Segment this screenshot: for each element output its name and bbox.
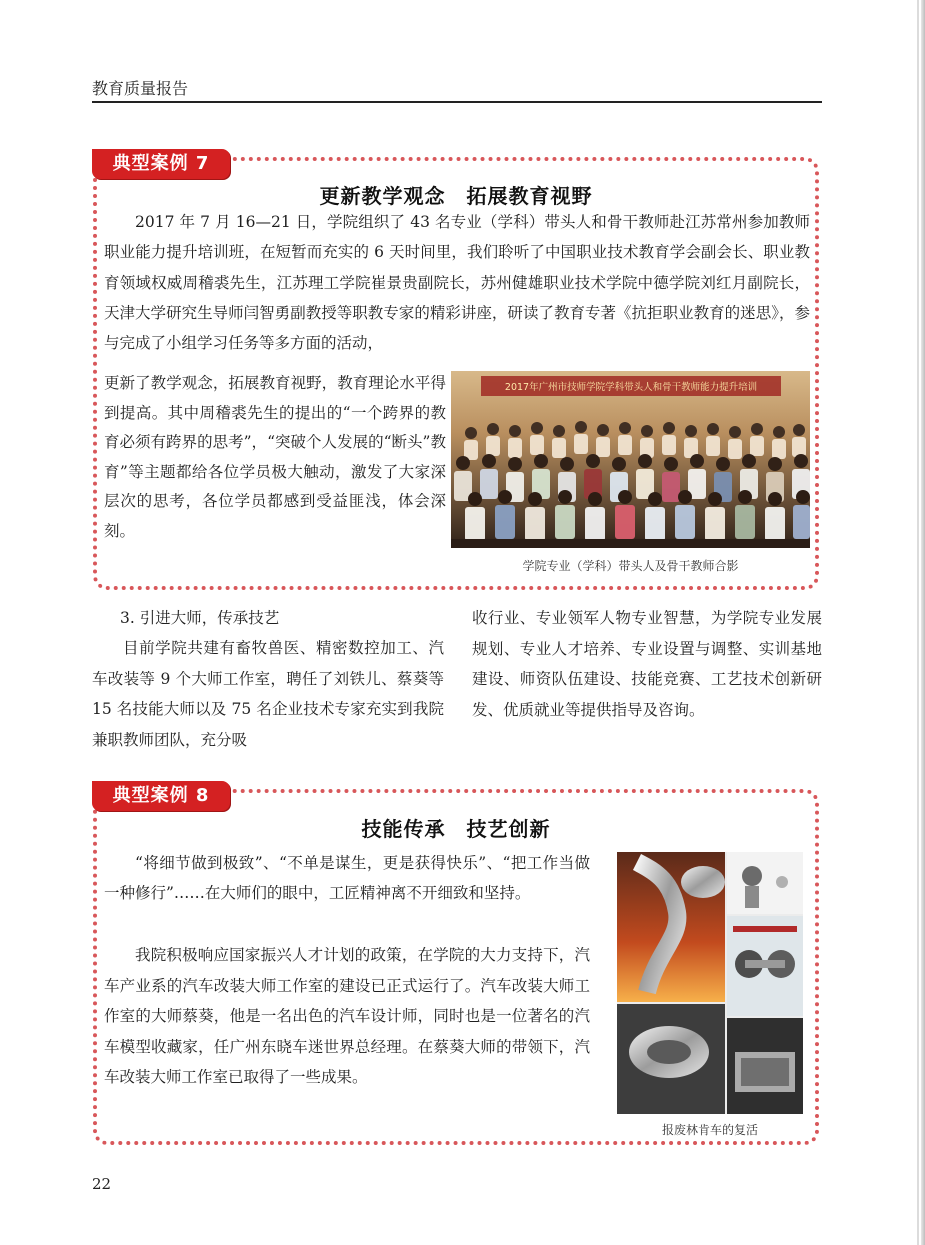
case-7-paragraph-full: 2017 年 7 月 16—21 日，学院组织了 43 名专业（学科）带头人和骨干教师赴江苏常州参加教师职业能力提升培训班，在短暂而充实的 6 天时间里，我们聆听了中国职业技术教育学会副会长、职业教育领域权威周稽裘先生，江苏理工学院崔景贵副院长，苏州健雄职业技术学院中德学院刘红月副院长，天津大学研究生导师闫智勇副教授等职教专家的精彩讲座，研读了教育专著《抗拒职业教育的迷思》，参与完成了小组学习任务等多方面的活动， bbox=[104, 213, 810, 353]
section-3-right-column: 收行业、专业领军人物专业智慧，为学院专业发展规划、专业人才培养、专业设置与调整、实训基地建设、师资队伍建设、技能竞赛、工艺技术创新研发、优质就业等提供指导及咨询。 bbox=[472, 609, 822, 719]
section-3-heading: 3. 引进大师，传承技艺 bbox=[120, 609, 280, 627]
photo-banner-text: 2017年广州市技师学院学科带头人和骨干教师能力提升培训 bbox=[504, 382, 758, 393]
case-8-title: 技能传承 技艺创新 bbox=[361, 817, 551, 841]
page-number: 22 bbox=[92, 1175, 112, 1193]
header-rule bbox=[92, 101, 822, 103]
case-7-tag: 典型案例 7 bbox=[92, 149, 230, 179]
running-header-title: 教育质量报告 bbox=[92, 79, 189, 98]
group-photo-caption: 学院专业（学科）带头人及骨干教师合影 bbox=[522, 559, 739, 573]
car-parts-illustration bbox=[617, 852, 803, 1114]
case-8-tag: 典型案例 8 bbox=[92, 781, 230, 811]
page-edge bbox=[921, 0, 925, 1245]
group-photo-illustration bbox=[451, 371, 810, 548]
case-8-paragraph-1: “将细节做到极致”、“不单是谋生，更是获得快乐”、“把工作当做一种修行”……在大师们的眼中，工匠精神离不开细致和坚持。 bbox=[104, 854, 590, 903]
car-photo-caption: 报废林肯车的复活 bbox=[661, 1123, 758, 1137]
case-7-paragraph-beside-photo: 更新了教学观念，拓展教育视野，教育理论水平得到提高。其中周稽裘先生的提出的“一个跨界的教育必须有跨界的思考”，“突破个人发展的“断头”教育”等主题都给各位学员极大触动，激发了大家深层次的思考，各位学员都感到受益匪浅，体会深刻。 bbox=[104, 374, 446, 540]
section-3-left-column: 目前学院共建有畜牧兽医、精密数控加工、汽车改装等 9 个大师工作室，聘任了刘铁儿、蔡葵等 15 名技能大师以及 75 名企业技术专家充实到我院兼职教师团队，充分吸 bbox=[92, 639, 444, 749]
case-8-paragraph-2: 我院积极响应国家振兴人才计划的政策，在学院的大力支持下，汽车产业系的汽车改装大师工作室的建设已正式运行了。汽车改装大师工作室的大师蔡葵，他是一名出色的汽车设计师，同时也是一位著名的汽车模型收藏家，任广州东晓车迷世界总经理。在蔡葵大师的带领下，汽车改装大师工作室已取得了一些成果。 bbox=[104, 946, 590, 1087]
car-parts-photo-collage bbox=[617, 852, 803, 1114]
group-photo bbox=[451, 371, 810, 548]
page-edge-shadow bbox=[917, 0, 919, 1245]
case-7-title: 更新教学观念 拓展教育视野 bbox=[319, 184, 593, 208]
